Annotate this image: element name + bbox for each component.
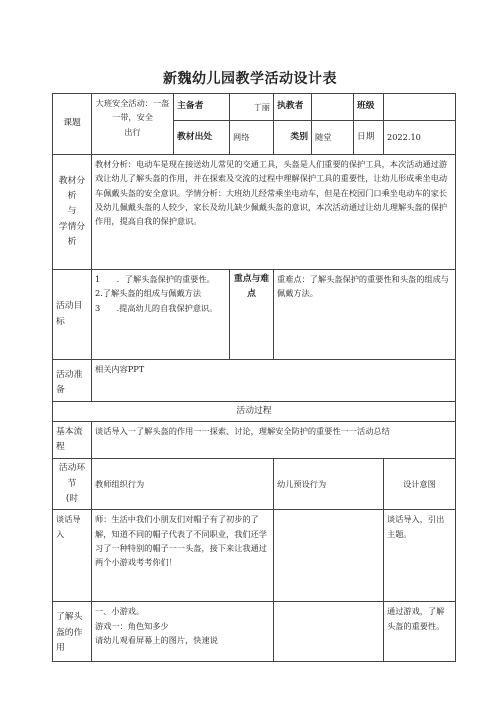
goal-item: 3 .提高幼儿的自我保护意识。 [95, 302, 218, 313]
category-value: 随堂 [312, 121, 354, 155]
preparer-label: 主备者 [174, 94, 230, 121]
table-row-teacher: 一、小游戏。 游戏一：角色知多少 请幼儿观看屏幕上的图片，快速说 [92, 602, 274, 662]
source-label: 教材出处 [174, 121, 230, 155]
col-segment: 活动环节 (时 [53, 459, 92, 510]
category-label: 类别 [274, 121, 312, 155]
table-row-child [274, 510, 384, 602]
key-points-text: 重难点：了解头盔保护的重要性和头盔的组成与佩戴方法。 [274, 270, 456, 360]
col-child: 幼儿预设行为 [274, 459, 384, 510]
col-teacher: 教师组织行为 [92, 459, 274, 510]
prep-label: 活动准备 [53, 360, 92, 402]
source-value: 网络 [230, 121, 274, 155]
table-row-segment: 了解头盔的作用 [53, 602, 92, 662]
class-label: 班级 [354, 94, 384, 121]
prep-text: 相关内容PPT [92, 360, 456, 402]
page-title: 新魏幼儿园教学活动设计表 [163, 71, 337, 87]
table-row-segment: 谈话导入 [53, 510, 92, 602]
preparer-value: 丁丽 [230, 94, 274, 121]
class-value [384, 94, 456, 121]
flow-text: 谈话导入一了解头盔的作用一一探索、讨论，理解安全防护的重要性一一活动总结 [92, 422, 456, 459]
date-value: 2022.10 [384, 121, 456, 155]
goals-list [92, 270, 230, 360]
lesson-plan-table [52, 93, 456, 662]
key-points-label: 重点与难点 [230, 270, 274, 360]
goals-label: 活动目标 [53, 270, 92, 360]
process-title: 活动过程 [53, 401, 456, 421]
date-label: 日期 [354, 121, 384, 155]
teacher-value [312, 94, 354, 121]
teacher-label: 执教者 [274, 94, 312, 121]
table-row-intent: 通过游戏，了解头盔的重要性。 [384, 602, 456, 662]
analysis-text: 教材分析：电动车是现在接送幼儿常见的交通工具，头盔是人们重要的保护工具，本次活动通过游戏让幼儿了解头盔的作用，并在探索及交流的过程中理解保护工具的重要性，让幼儿形成乘坐电动车佩戴头盔的安全意识。学情分析：大班幼儿经常乘坐电动车，但是在校园门口乘坐电动车的家长及幼儿佩戴头盔的人较少，家长及幼儿缺少佩戴头盔的意识，本次活动通过让幼儿理解头盔的保护作用，提高自我的保护意识。 [92, 155, 456, 270]
goal-item: 1 ．了解头盔保护的重要性。 [95, 274, 215, 284]
topic-label: 课题 [53, 94, 92, 155]
table-row-intent: 谈话导入，引出主题。 [384, 510, 456, 602]
flow-label: 基本流程 [53, 422, 92, 459]
analysis-label: 教材分析 与 学情分析 [53, 155, 92, 270]
topic-value: 大班安全活动：一盔一带，安全 出行 [92, 94, 174, 155]
goal-item: 2.了解头盔的组成与佩戴方法 [95, 288, 202, 299]
table-row-child [274, 602, 384, 662]
col-intent: 设计意图 [384, 459, 456, 510]
table-row-teacher: 师：生活中我们小朋友们对帽子有了初步的了解，知道不同的帽子代表了不同职业，我们还学习了一种特别的帽子一一头盔，接下来让我通过两个小游戏考考你们！ [92, 510, 274, 602]
